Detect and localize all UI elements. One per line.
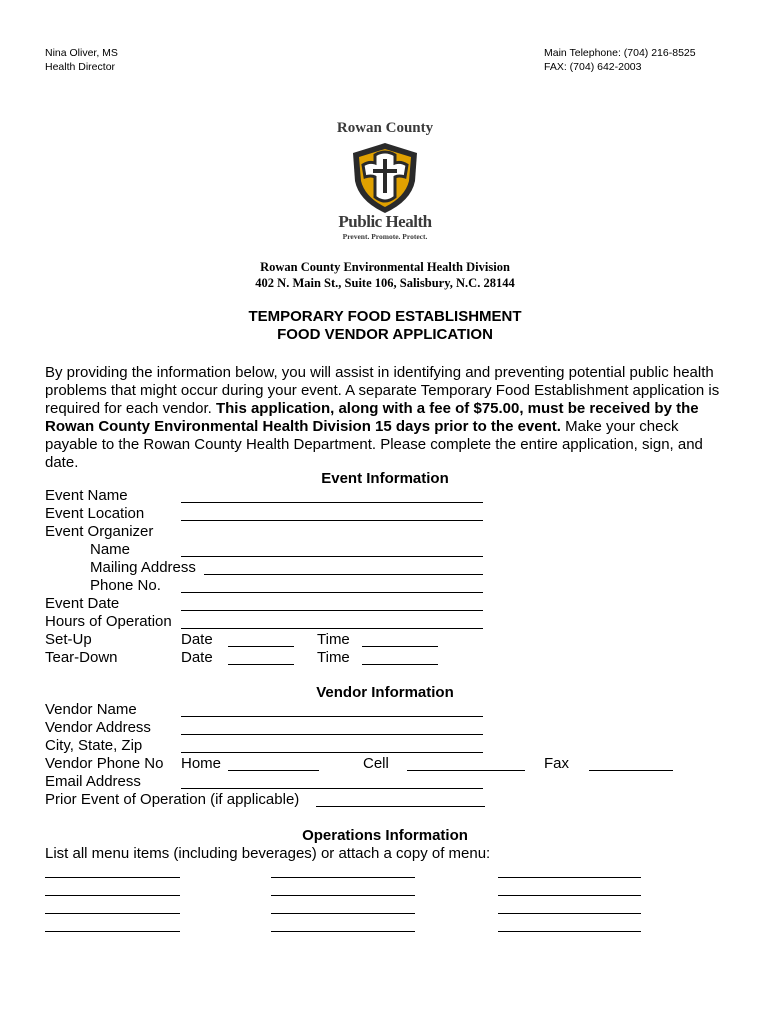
logo-tagline: Prevent. Promote. Protect. xyxy=(342,232,428,241)
intro-bold-text: This application, along with a fee of $75.00, must be received by the Rowan County Environmental Health Division 15 days prior to the event. xyxy=(45,400,699,435)
city-state-zip-field[interactable] xyxy=(181,752,483,753)
cell-phone-field[interactable] xyxy=(407,770,525,771)
setup-label: Set-Up xyxy=(45,631,92,648)
fax-label: Fax xyxy=(544,755,570,772)
intro-paragraph xyxy=(45,364,735,472)
intro-text-2: Make your check payable to the Rowan County Health Department. Please complete the entire application, sign, and date. xyxy=(45,418,703,471)
mailing-address-label: Mailing Address xyxy=(90,559,196,576)
intro-text-1: By providing the information below, you will assist in identifying and preventing potential public health problems that might occur during your event. A separate Temporary Food Establishment application is required for each vendor. xyxy=(45,364,720,417)
fax-field[interactable] xyxy=(589,770,673,771)
division-address: 402 N. Main St., Suite 106, Salisbury, N.C. 28144 xyxy=(255,276,515,290)
event-info-heading: Event Information xyxy=(321,470,449,487)
city-state-zip-label: City, State, Zip xyxy=(45,737,143,754)
division-name: Rowan County Environmental Health Division xyxy=(260,260,510,274)
teardown-date-label: Date xyxy=(181,649,213,666)
organizer-name-label: Name xyxy=(90,541,131,558)
menu-item-line[interactable] xyxy=(45,877,180,878)
menu-item-line[interactable] xyxy=(271,895,415,896)
menu-item-line[interactable] xyxy=(498,913,641,914)
form-title-line1: TEMPORARY FOOD ESTABLISHMENT xyxy=(248,308,522,325)
mailing-address-field[interactable] xyxy=(204,574,483,575)
cell-phone-label: Cell xyxy=(363,755,389,772)
prior-event-field[interactable] xyxy=(316,806,485,807)
home-phone-field[interactable] xyxy=(228,770,319,771)
operations-info-heading: Operations Information xyxy=(302,827,468,844)
main-telephone: Main Telephone: (704) 216-8525 xyxy=(544,47,696,59)
teardown-label: Tear-Down xyxy=(45,649,118,666)
menu-prompt: List all menu items (including beverages) or attach a copy of menu: xyxy=(45,845,491,862)
prior-event-label: Prior Event of Operation (if applicable) xyxy=(45,791,300,808)
fax-number: FAX: (704) 642-2003 xyxy=(544,61,642,73)
menu-item-line[interactable] xyxy=(45,895,180,896)
public-health-shield-icon xyxy=(349,141,421,215)
setup-time-field[interactable] xyxy=(362,646,438,647)
vendor-address-field[interactable] xyxy=(181,734,483,735)
director-title: Health Director xyxy=(45,61,116,73)
teardown-time-label: Time xyxy=(317,649,350,666)
organizer-name-field[interactable] xyxy=(181,556,483,557)
menu-item-line[interactable] xyxy=(271,877,415,878)
event-date-label: Event Date xyxy=(45,595,120,612)
event-date-field[interactable] xyxy=(181,610,483,611)
contact-block xyxy=(544,46,696,74)
menu-item-line[interactable] xyxy=(498,931,641,932)
setup-date-field[interactable] xyxy=(228,646,294,647)
director-block xyxy=(45,46,118,74)
teardown-date-field[interactable] xyxy=(228,664,294,665)
event-name-label: Event Name xyxy=(45,487,128,504)
vendor-name-field[interactable] xyxy=(181,716,483,717)
email-address-label: Email Address xyxy=(45,773,141,790)
hours-label: Hours of Operation xyxy=(45,613,172,630)
event-organizer-label: Event Organizer xyxy=(45,523,154,540)
event-name-field[interactable] xyxy=(181,502,483,503)
director-name: Nina Oliver, MS xyxy=(45,47,118,59)
event-location-field[interactable] xyxy=(181,520,483,521)
home-phone-label: Home xyxy=(181,755,222,772)
menu-item-line[interactable] xyxy=(498,895,641,896)
phone-no-field[interactable] xyxy=(181,592,483,593)
menu-item-line[interactable] xyxy=(45,913,180,914)
logo-name: Public Health xyxy=(338,212,432,231)
email-address-field[interactable] xyxy=(181,788,483,789)
vendor-info-heading: Vendor Information xyxy=(316,684,454,701)
phone-no-label: Phone No. xyxy=(90,577,161,594)
vendor-name-label: Vendor Name xyxy=(45,701,137,718)
vendor-address-label: Vendor Address xyxy=(45,719,151,736)
event-location-label: Event Location xyxy=(45,505,145,522)
teardown-time-field[interactable] xyxy=(362,664,438,665)
menu-item-line[interactable] xyxy=(271,931,415,932)
setup-time-label: Time xyxy=(317,631,350,648)
menu-item-line[interactable] xyxy=(45,931,180,932)
vendor-phone-label: Vendor Phone No xyxy=(45,755,164,772)
hours-field[interactable] xyxy=(181,628,483,629)
menu-item-line[interactable] xyxy=(498,877,641,878)
menu-item-line[interactable] xyxy=(271,913,415,914)
logo-county: Rowan County xyxy=(336,120,434,136)
setup-date-label: Date xyxy=(181,631,213,648)
form-title-line2: FOOD VENDOR APPLICATION xyxy=(277,326,493,343)
